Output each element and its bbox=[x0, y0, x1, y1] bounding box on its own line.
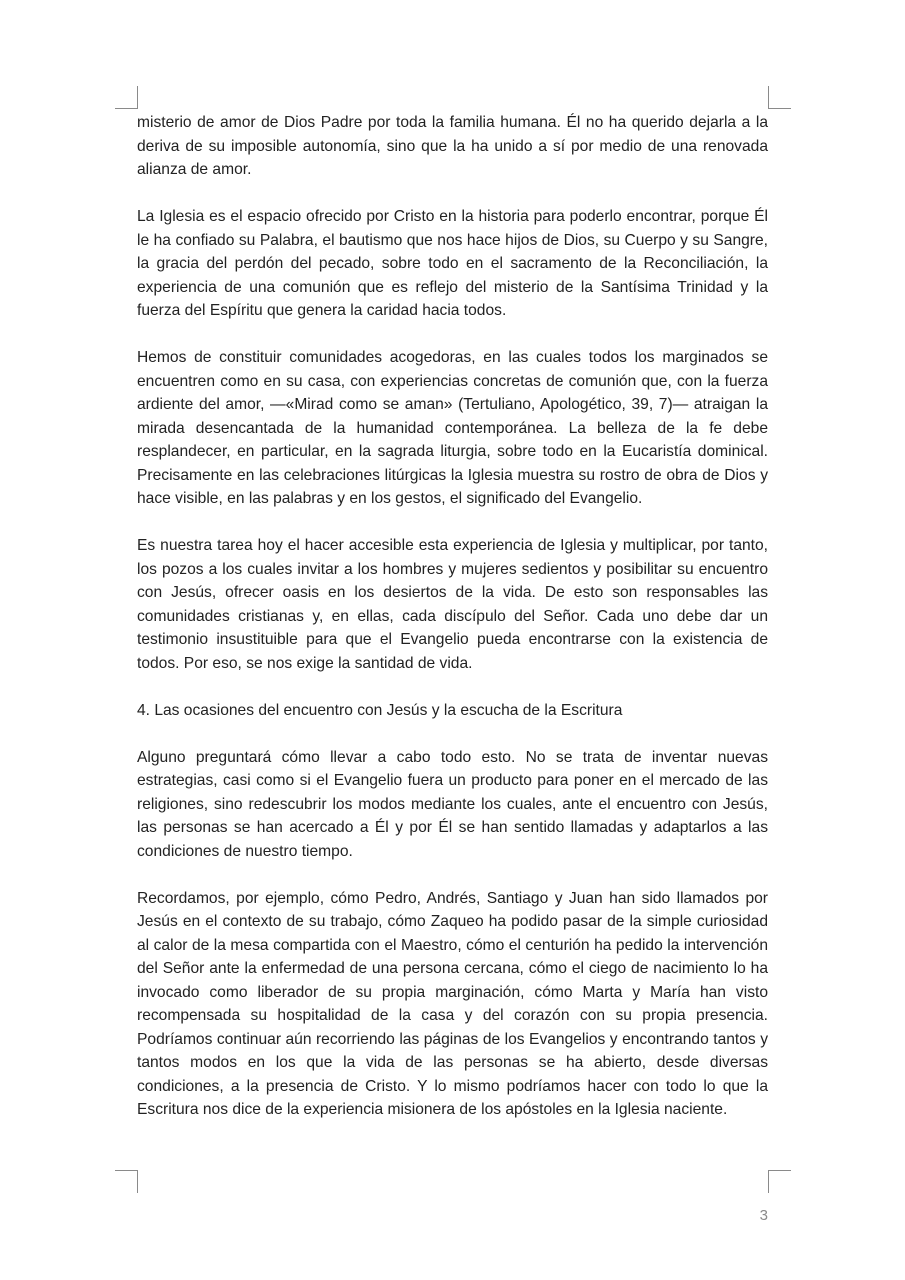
crop-mark-bottom-left bbox=[115, 1170, 138, 1193]
document-body bbox=[137, 111, 768, 1122]
page-number: 3 bbox=[759, 1207, 768, 1224]
paragraph-1: misterio de amor de Dios Padre por toda la familia humana. Él no ha querido dejarla a la deriva de su imposible autonomía, sino que la ha unido a sí por medio de una renovada alianza de amor. bbox=[137, 114, 768, 178]
paragraph-2: La Iglesia es el espacio ofrecido por Cristo en la historia para poderlo encontrar, porque Él le ha confiado su Palabra, el bautismo que nos hace hijos de Dios, su Cuerpo y su Sangre, la gracia del perdón del pecado, sobre todo en el sacramento de la Reconciliación, la experiencia de una comunión que es reflejo del misterio de la Santísima Trinidad y la fuerza del Espíritu que genera la caridad hacia todos. bbox=[137, 208, 768, 319]
paragraph-4: Es nuestra tarea hoy el hacer accesible esta experiencia de Iglesia y multiplicar, por tanto, los pozos a los cuales invitar a los hombres y mujeres sedientos y posibilitar su encuentro con Jesús, ofrecer oasis en los desiertos de la vida. De esto son responsables las comunidades cristianas y, en ellas, cada discípulo del Señor. Cada uno debe dar un testimonio insustituible para que el Evangelio pueda encontrarse con la existencia de todos. Por eso, se nos exige la santidad de vida. bbox=[137, 537, 768, 672]
paragraph-5: Alguno preguntará cómo llevar a cabo todo esto. No se trata de inventar nuevas estrategias, casi como si el Evangelio fuera un producto para poner en el mercado de las religiones, sino redescubrir los modos mediante los cuales, ante el encuentro con Jesús, las personas se han acercado a Él y por Él se han sentido llamadas y adaptarlos a las condiciones de nuestro tiempo. bbox=[137, 748, 768, 860]
crop-mark-top-right bbox=[768, 86, 791, 109]
section-heading: 4. Las ocasiones del encuentro con Jesús y la escucha de la Escritura bbox=[137, 701, 623, 719]
paragraph-6: Recordamos, por ejemplo, cómo Pedro, Andrés, Santiago y Juan han sido llamados por Jesús en el contexto de su trabajo, cómo Zaqueo ha podido pasar de la simple curiosidad al calor de la mesa compartida con el Maestro, cómo el centurión ha pedido la intervención del Señor ante la enfermedad de una persona cercana, cómo el ciego de nacimiento lo ha invocado como liberador de su propia marginación, cómo Marta y María han visto recompensada su hospitalidad de la casa y del corazón con su propia presencia. Podríamos continuar aún recorriendo las páginas de los Evangelios y encontrando tantos y tantos modos en los que la vida de las personas se ha abierto, desde diversas condiciones, a la presencia de Cristo. Y lo mismo podríamos hacer con todo lo que la Escritura nos dice de la experiencia misionera de los apóstoles en la Iglesia naciente. bbox=[137, 889, 768, 1118]
crop-mark-bottom-right bbox=[768, 1170, 791, 1193]
crop-mark-top-left bbox=[115, 86, 138, 109]
paragraph-3: Hemos de constituir comunidades acogedoras, en las cuales todos los marginados se encuentren como en su casa, con experiencias concretas de comunión que, con la fuerza ardiente del amor, —«Mirad como se aman» (Tertuliano, Apologético, 39, 7)— atraigan la mirada desencantada de la humanidad contemporánea. La belleza de la fe debe resplandecer, en particular, en la sagrada liturgia, sobre todo en la Eucaristía dominical. Precisamente en las celebraciones litúrgicas la Iglesia muestra su rostro de obra de Dios y hace visible, en las palabras y en los gestos, el significado del Evangelio. bbox=[137, 349, 768, 507]
